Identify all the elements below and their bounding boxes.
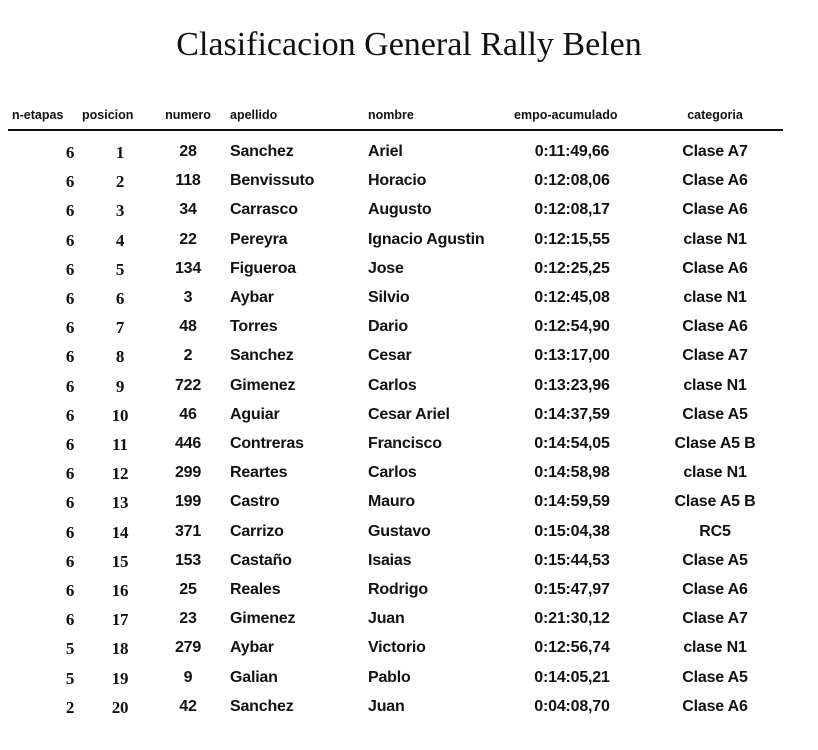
cell-posicion: 7 xyxy=(115,318,125,338)
cell-nombre: Cesar xyxy=(368,347,412,365)
cell-posicion: 10 xyxy=(111,405,129,425)
cell-numero: 48 xyxy=(179,318,197,336)
cell-numero: 34 xyxy=(179,201,197,219)
cell-apellido: Galian xyxy=(230,668,278,686)
cell-numero: 134 xyxy=(174,259,202,277)
cell-tiempo-acumulado: 0:14:58,98 xyxy=(534,464,610,482)
cell-posicion: 11 xyxy=(112,435,128,454)
cell-categoria: Clase A6 xyxy=(682,259,748,277)
cell-nombre: Juan xyxy=(368,610,405,628)
cell-numero: 371 xyxy=(174,522,202,540)
cell-etapas: 6 xyxy=(65,172,75,192)
cell-categoria: Clase A6 xyxy=(682,697,748,715)
cell-posicion: 13 xyxy=(111,493,129,513)
table-row xyxy=(0,431,818,460)
cell-numero: 153 xyxy=(174,551,202,569)
cell-numero: 9 xyxy=(183,668,193,686)
cell-numero: 2 xyxy=(183,347,193,365)
table-row xyxy=(0,402,818,431)
cell-tiempo-acumulado: 0:12:15,55 xyxy=(534,230,610,248)
cell-categoria: RC5 xyxy=(699,522,731,540)
table-row xyxy=(0,606,818,635)
cell-numero: 299 xyxy=(174,464,202,482)
table-row xyxy=(0,489,818,518)
cell-categoria: clase N1 xyxy=(683,639,747,657)
table-row xyxy=(0,635,818,664)
cell-apellido: Sanchez xyxy=(230,143,294,160)
cell-posicion: 18 xyxy=(111,639,129,659)
table-row xyxy=(0,343,818,372)
cell-apellido: Gimenez xyxy=(230,376,296,394)
cell-tiempo-acumulado: 0:14:37,59 xyxy=(534,405,610,423)
cell-apellido: Sanchez xyxy=(230,347,294,365)
cell-nombre: Augusto xyxy=(368,201,432,219)
cell-nombre: Carlos xyxy=(368,464,417,482)
cell-numero: 46 xyxy=(179,405,197,423)
header-nombre: nombre xyxy=(368,108,414,122)
cell-posicion: 15 xyxy=(111,551,129,571)
cell-etapas: 6 xyxy=(65,551,75,571)
cell-numero: 722 xyxy=(174,376,202,394)
table-row xyxy=(0,665,818,694)
cell-apellido: Figueroa xyxy=(230,259,296,277)
table-row xyxy=(0,314,818,343)
cell-etapas: 6 xyxy=(65,376,75,396)
cell-etapas: 6 xyxy=(65,201,75,221)
cell-posicion: 14 xyxy=(111,522,129,542)
cell-categoria: clase N1 xyxy=(683,230,747,248)
cell-posicion: 9 xyxy=(115,376,125,396)
page-title: Clasificacion General Rally Belen xyxy=(176,26,642,63)
cell-apellido: Carrasco xyxy=(230,201,298,219)
cell-categoria: Clase A7 xyxy=(682,143,748,160)
cell-numero: 3 xyxy=(183,289,193,306)
cell-tiempo-acumulado: 0:21:30,12 xyxy=(534,610,610,628)
cell-apellido: Contreras xyxy=(230,435,304,452)
table-row xyxy=(0,256,818,285)
cell-apellido: Benvissuto xyxy=(230,172,315,190)
table-row xyxy=(0,577,818,606)
header-numero: numero xyxy=(165,108,211,122)
cell-posicion: 1 xyxy=(115,143,125,162)
cell-etapas: 6 xyxy=(65,143,75,162)
cell-etapas: 6 xyxy=(65,405,75,425)
cell-categoria: Clase A5 B xyxy=(674,493,756,511)
cell-categoria: Clase A5 B xyxy=(674,435,756,452)
cell-apellido: Pereyra xyxy=(230,230,288,248)
header-etapas: n-etapas xyxy=(12,108,64,122)
cell-tiempo-acumulado: 0:12:45,08 xyxy=(534,289,610,306)
cell-etapas: 6 xyxy=(65,464,75,484)
header-posicion: posicion xyxy=(82,108,134,122)
cell-categoria: clase N1 xyxy=(683,289,747,306)
cell-numero: 199 xyxy=(174,493,202,511)
cell-categoria: Clase A7 xyxy=(682,610,748,628)
cell-nombre: Isaias xyxy=(368,551,412,569)
cell-nombre: Gustavo xyxy=(368,522,431,540)
cell-nombre: Ariel xyxy=(368,143,403,160)
table-row xyxy=(0,139,818,168)
cell-nombre: Silvio xyxy=(368,289,410,306)
cell-categoria: clase N1 xyxy=(683,376,747,394)
cell-nombre: Carlos xyxy=(368,376,417,394)
cell-tiempo-acumulado: 0:14:05,21 xyxy=(534,668,610,686)
cell-tiempo-acumulado: 0:13:17,00 xyxy=(534,347,610,365)
cell-nombre: Rodrigo xyxy=(368,581,428,598)
cell-numero: 279 xyxy=(174,639,202,657)
cell-etapas: 6 xyxy=(65,259,75,279)
cell-posicion: 17 xyxy=(111,610,129,630)
cell-apellido: Castaño xyxy=(230,551,292,569)
cell-nombre: Victorio xyxy=(368,639,426,657)
cell-tiempo-acumulado: 0:12:25,25 xyxy=(534,259,610,277)
table-row xyxy=(0,519,818,548)
cell-numero: 25 xyxy=(179,581,197,598)
cell-posicion: 3 xyxy=(115,201,125,221)
cell-etapas: 6 xyxy=(65,318,75,338)
cell-nombre: Cesar Ariel xyxy=(368,405,450,423)
cell-categoria: Clase A5 xyxy=(682,668,748,686)
cell-numero: 23 xyxy=(179,610,197,628)
cell-tiempo-acumulado: 0:15:04,38 xyxy=(534,522,610,540)
table-row xyxy=(0,285,818,314)
header-divider xyxy=(8,129,783,131)
cell-nombre: Jose xyxy=(368,259,404,277)
cell-posicion: 4 xyxy=(115,230,125,250)
cell-apellido: Reales xyxy=(230,581,281,598)
cell-tiempo-acumulado: 0:14:59,59 xyxy=(534,493,610,511)
cell-apellido: Castro xyxy=(230,493,280,511)
cell-tiempo-acumulado: 0:12:08,17 xyxy=(534,201,610,219)
cell-etapas: 6 xyxy=(65,230,75,250)
cell-posicion: 19 xyxy=(111,668,129,688)
cell-categoria: Clase A6 xyxy=(682,581,748,598)
cell-etapas: 2 xyxy=(65,697,75,717)
table-row xyxy=(0,548,818,577)
cell-etapas: 6 xyxy=(65,435,75,454)
cell-posicion: 16 xyxy=(111,581,129,600)
cell-numero: 42 xyxy=(179,697,197,715)
cell-categoria: Clase A7 xyxy=(682,347,748,365)
cell-posicion: 2 xyxy=(115,172,125,192)
table-row xyxy=(0,694,818,723)
cell-tiempo-acumulado: 0:12:08,06 xyxy=(534,172,610,190)
table-header xyxy=(0,100,818,130)
cell-tiempo-acumulado: 0:14:54,05 xyxy=(534,435,610,452)
cell-etapas: 6 xyxy=(65,581,75,600)
cell-apellido: Carrizo xyxy=(230,522,284,540)
cell-apellido: Reartes xyxy=(230,464,288,482)
cell-categoria: Clase A6 xyxy=(682,172,748,190)
cell-etapas: 5 xyxy=(65,639,75,659)
cell-posicion: 5 xyxy=(115,259,125,279)
cell-tiempo-acumulado: 0:15:47,97 xyxy=(534,581,610,598)
cell-apellido: Aybar xyxy=(230,289,274,306)
cell-nombre: Mauro xyxy=(368,493,416,511)
cell-tiempo-acumulado: 0:15:44,53 xyxy=(534,551,610,569)
cell-numero: 118 xyxy=(175,172,201,190)
table-row xyxy=(0,197,818,226)
cell-tiempo-acumulado: 0:12:56,74 xyxy=(534,639,610,657)
cell-nombre: Ignacio Agustin xyxy=(368,230,485,248)
table-row xyxy=(0,227,818,256)
cell-nombre: Francisco xyxy=(368,435,442,452)
header-apellido: apellido xyxy=(230,108,278,122)
header-categoria: categoria xyxy=(687,108,743,122)
table-row xyxy=(0,168,818,197)
cell-etapas: 6 xyxy=(65,347,75,367)
cell-posicion: 12 xyxy=(111,464,129,484)
cell-posicion: 6 xyxy=(115,289,125,308)
table-row xyxy=(0,460,818,489)
cell-tiempo-acumulado: 0:04:08,70 xyxy=(534,697,610,715)
cell-posicion: 8 xyxy=(115,347,125,367)
cell-apellido: Gimenez xyxy=(230,610,296,628)
cell-apellido: Sanchez xyxy=(230,697,294,715)
cell-tiempo-acumulado: 0:11:49,66 xyxy=(534,143,610,160)
cell-nombre: Horacio xyxy=(368,172,427,190)
cell-apellido: Aybar xyxy=(230,639,274,657)
cell-nombre: Dario xyxy=(368,318,408,336)
header-tiempo-acumulado: empo-acumulado xyxy=(514,108,618,122)
cell-categoria: Clase A5 xyxy=(682,405,748,423)
cell-etapas: 6 xyxy=(65,289,75,308)
cell-etapas: 6 xyxy=(65,493,75,513)
table-row xyxy=(0,373,818,402)
cell-etapas: 6 xyxy=(65,522,75,542)
cell-categoria: Clase A6 xyxy=(682,201,748,219)
cell-numero: 28 xyxy=(179,143,197,160)
cell-numero: 22 xyxy=(179,230,197,248)
cell-numero: 446 xyxy=(174,435,202,452)
cell-nombre: Juan xyxy=(368,697,405,715)
cell-categoria: clase N1 xyxy=(683,464,747,482)
cell-categoria: Clase A5 xyxy=(682,551,748,569)
cell-posicion: 20 xyxy=(111,697,129,717)
cell-nombre: Pablo xyxy=(368,668,411,686)
cell-tiempo-acumulado: 0:12:54,90 xyxy=(534,318,610,336)
cell-tiempo-acumulado: 0:13:23,96 xyxy=(534,376,610,394)
cell-apellido: Torres xyxy=(230,318,278,336)
cell-categoria: Clase A6 xyxy=(682,318,748,336)
cell-etapas: 5 xyxy=(65,668,75,688)
cell-apellido: Aguiar xyxy=(230,405,280,423)
cell-etapas: 6 xyxy=(65,610,75,630)
